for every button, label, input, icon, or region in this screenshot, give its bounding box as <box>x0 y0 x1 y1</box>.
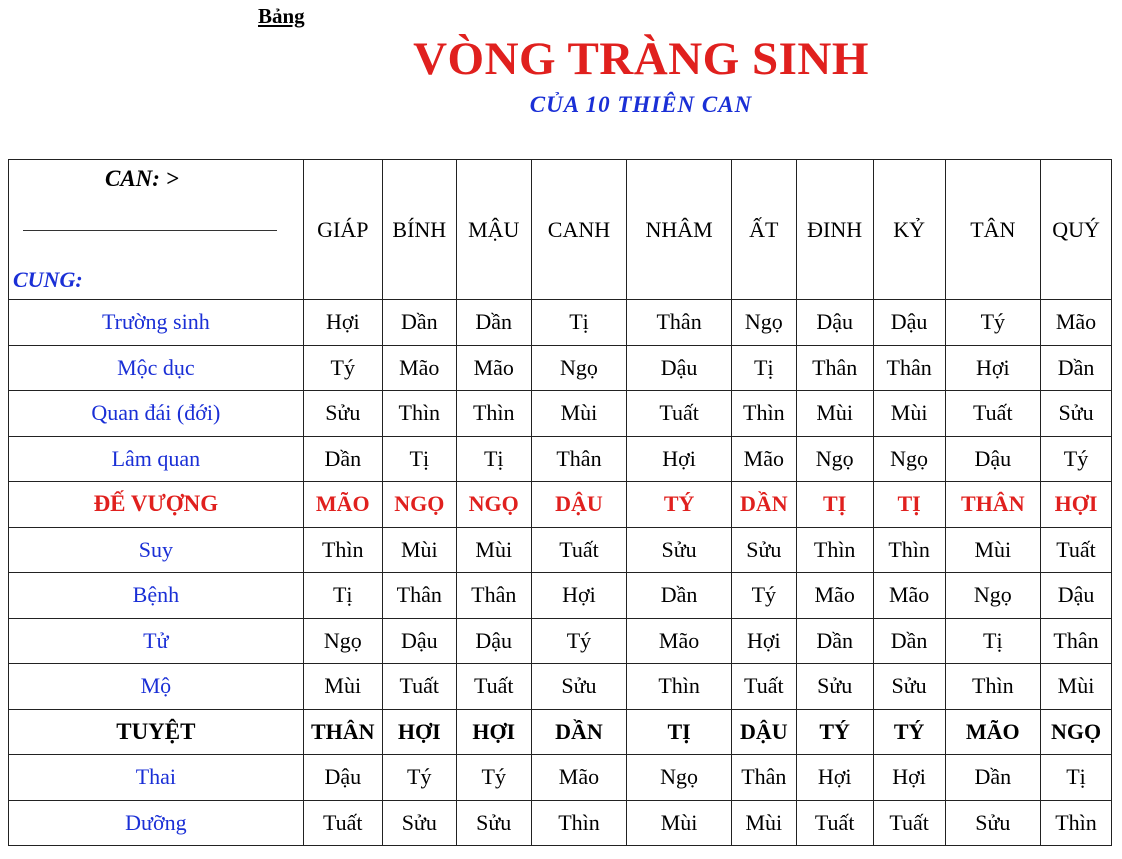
table-cell: Sửu <box>796 664 873 710</box>
row-label: Mộc dục <box>9 345 304 391</box>
table-cell: Thìn <box>873 527 945 573</box>
cung-label: CUNG: <box>13 267 83 292</box>
table-cell: Dậu <box>456 618 531 664</box>
table-cell: Dần <box>945 755 1041 801</box>
column-header-nham: NHÂM <box>627 160 732 300</box>
table-cell: Tuất <box>796 800 873 846</box>
row-label: Bệnh <box>9 573 304 619</box>
table-cell: Thìn <box>796 527 873 573</box>
document-label: Bảng <box>258 4 305 28</box>
table-row <box>9 391 1112 437</box>
table-cell: Thân <box>531 436 627 482</box>
table-cell: HỢI <box>1041 482 1112 528</box>
table-cell: Tý <box>1041 436 1112 482</box>
table-cell: Tị <box>456 436 531 482</box>
table-body <box>9 300 1112 846</box>
table-cell: Dậu <box>1041 573 1112 619</box>
table-cell: Dần <box>456 300 531 346</box>
table-cell: Tý <box>731 573 796 619</box>
table-cell: Tuất <box>731 664 796 710</box>
row-label: Dưỡng <box>9 800 304 846</box>
table-cell: TÝ <box>873 709 945 755</box>
table-row <box>9 800 1112 846</box>
table-cell: Thân <box>873 345 945 391</box>
table-cell: Mão <box>1041 300 1112 346</box>
table-cell: Tuất <box>1041 527 1112 573</box>
table-row <box>9 664 1112 710</box>
table-cell: Thìn <box>627 664 732 710</box>
table-cell: Thân <box>627 300 732 346</box>
table-cell: MÃO <box>303 482 382 528</box>
table-cell: Tuất <box>531 527 627 573</box>
table-cell: Mão <box>531 755 627 801</box>
table-cell: Sửu <box>531 664 627 710</box>
table-row <box>9 573 1112 619</box>
table-cell: Ngọ <box>945 573 1041 619</box>
table-cell: Dậu <box>382 618 456 664</box>
table-cell: NGỌ <box>1041 709 1112 755</box>
row-label: Lâm quan <box>9 436 304 482</box>
table-cell: Tị <box>382 436 456 482</box>
table-cell: TÝ <box>796 709 873 755</box>
corner-divider <box>23 230 277 231</box>
row-label: Thai <box>9 755 304 801</box>
table-row <box>9 755 1112 801</box>
table-cell: Tị <box>731 345 796 391</box>
table-cell: Sửu <box>456 800 531 846</box>
row-label: ĐẾ VƯỢNG <box>9 482 304 528</box>
table-cell: Mùi <box>303 664 382 710</box>
table-row <box>9 345 1112 391</box>
table-cell: Hợi <box>796 755 873 801</box>
table-cell: Dần <box>1041 345 1112 391</box>
table-cell: Mùi <box>796 391 873 437</box>
column-header-at: ẤT <box>731 160 796 300</box>
table-cell: Tị <box>1041 755 1112 801</box>
column-header-tan: TÂN <box>945 160 1041 300</box>
table-cell: DẦN <box>731 482 796 528</box>
table-cell: DẬU <box>531 482 627 528</box>
table-cell: Mùi <box>627 800 732 846</box>
table-cell: THÂN <box>945 482 1041 528</box>
row-label: Mộ <box>9 664 304 710</box>
table-cell: Mão <box>382 345 456 391</box>
table-cell: Sửu <box>382 800 456 846</box>
table-cell: Sửu <box>303 391 382 437</box>
table-cell: Tuất <box>382 664 456 710</box>
table-cell: Dần <box>303 436 382 482</box>
table-cell: Tý <box>303 345 382 391</box>
table-cell: Mão <box>731 436 796 482</box>
table-cell: Mùi <box>382 527 456 573</box>
table-cell: NGỌ <box>456 482 531 528</box>
table-cell: TÝ <box>627 482 732 528</box>
table-cell: Tuất <box>627 391 732 437</box>
table-cell: Hợi <box>731 618 796 664</box>
table-cell: Tị <box>531 300 627 346</box>
table-cell: Ngọ <box>303 618 382 664</box>
table-cell: Thân <box>382 573 456 619</box>
table-cell: Thân <box>731 755 796 801</box>
row-label: Tử <box>9 618 304 664</box>
table-cell: TỊ <box>873 482 945 528</box>
table-cell: TỊ <box>796 482 873 528</box>
corner-header-cell <box>9 160 304 300</box>
trang-sinh-table <box>8 159 1112 846</box>
table-cell: Mùi <box>873 391 945 437</box>
table-cell: Tý <box>456 755 531 801</box>
column-header-ky: KỶ <box>873 160 945 300</box>
table-cell: Thìn <box>1041 800 1112 846</box>
column-header-mau: MẬU <box>456 160 531 300</box>
table-cell: Tị <box>303 573 382 619</box>
table-cell: DẦN <box>531 709 627 755</box>
table-cell: NGỌ <box>382 482 456 528</box>
table-cell: Mão <box>873 573 945 619</box>
row-label: Trường sinh <box>9 300 304 346</box>
table-row <box>9 527 1112 573</box>
table-cell: Thìn <box>731 391 796 437</box>
table-cell: Tý <box>382 755 456 801</box>
table-cell: Mão <box>796 573 873 619</box>
table-row <box>9 482 1112 528</box>
table-cell: Ngọ <box>873 436 945 482</box>
table-cell: Thân <box>456 573 531 619</box>
table-cell: Sửu <box>873 664 945 710</box>
table-cell: Hợi <box>531 573 627 619</box>
column-header-binh: BÍNH <box>382 160 456 300</box>
table-cell: Dần <box>627 573 732 619</box>
table-cell: Thìn <box>303 527 382 573</box>
table-cell: Thân <box>796 345 873 391</box>
table-cell: Hợi <box>945 345 1041 391</box>
column-header-giap: GIÁP <box>303 160 382 300</box>
table-cell: Tý <box>531 618 627 664</box>
table-cell: Tuất <box>873 800 945 846</box>
table-cell: Dần <box>382 300 456 346</box>
table-cell: Dậu <box>627 345 732 391</box>
table-cell: Thân <box>1041 618 1112 664</box>
table-cell: Ngọ <box>796 436 873 482</box>
table-cell: HỢI <box>382 709 456 755</box>
page-title: VÒNG TRÀNG SINH <box>413 33 869 85</box>
table-cell: Tuất <box>456 664 531 710</box>
table-cell: Thìn <box>945 664 1041 710</box>
row-label: Suy <box>9 527 304 573</box>
table-row <box>9 618 1112 664</box>
table-cell: Dần <box>873 618 945 664</box>
table-cell: Mùi <box>1041 664 1112 710</box>
header-row <box>9 160 1112 300</box>
table-cell: Dậu <box>796 300 873 346</box>
table-cell: Tị <box>945 618 1041 664</box>
table-cell: Mùi <box>945 527 1041 573</box>
table-cell: HỢI <box>456 709 531 755</box>
table-cell: Hợi <box>303 300 382 346</box>
table-cell: Ngọ <box>531 345 627 391</box>
table-cell: Mùi <box>456 527 531 573</box>
table-row <box>9 709 1112 755</box>
table-cell: Sửu <box>1041 391 1112 437</box>
table-cell: Ngọ <box>627 755 732 801</box>
table-cell: Dậu <box>873 300 945 346</box>
table-cell: Sửu <box>627 527 732 573</box>
can-label: CAN: > <box>105 166 179 191</box>
table-cell: Mùi <box>531 391 627 437</box>
table-cell: Thìn <box>382 391 456 437</box>
table-cell: Thìn <box>456 391 531 437</box>
table-cell: Mão <box>456 345 531 391</box>
page-subtitle: CỦA 10 THIÊN CAN <box>529 92 753 117</box>
table-cell: TỊ <box>627 709 732 755</box>
table-cell: MÃO <box>945 709 1041 755</box>
table-cell: Ngọ <box>731 300 796 346</box>
column-header-quy: QUÝ <box>1041 160 1112 300</box>
table-cell: Hợi <box>873 755 945 801</box>
table-row <box>9 300 1112 346</box>
table-cell: Sửu <box>731 527 796 573</box>
column-header-dinh: ĐINH <box>796 160 873 300</box>
row-label: Quan đái (đới) <box>9 391 304 437</box>
table-cell: Mão <box>627 618 732 664</box>
table-row <box>9 436 1112 482</box>
table-cell: Mùi <box>731 800 796 846</box>
table-cell: Hợi <box>627 436 732 482</box>
table-cell: Tuất <box>945 391 1041 437</box>
table-cell: Thìn <box>531 800 627 846</box>
table-cell: THÂN <box>303 709 382 755</box>
table-cell: Dậu <box>303 755 382 801</box>
table-cell: DẬU <box>731 709 796 755</box>
table-cell: Sửu <box>945 800 1041 846</box>
table-cell: Tuất <box>303 800 382 846</box>
table-cell: Dần <box>796 618 873 664</box>
table-cell: Tý <box>945 300 1041 346</box>
row-label: TUYỆT <box>9 709 304 755</box>
column-header-canh: CANH <box>531 160 627 300</box>
table-cell: Dậu <box>945 436 1041 482</box>
